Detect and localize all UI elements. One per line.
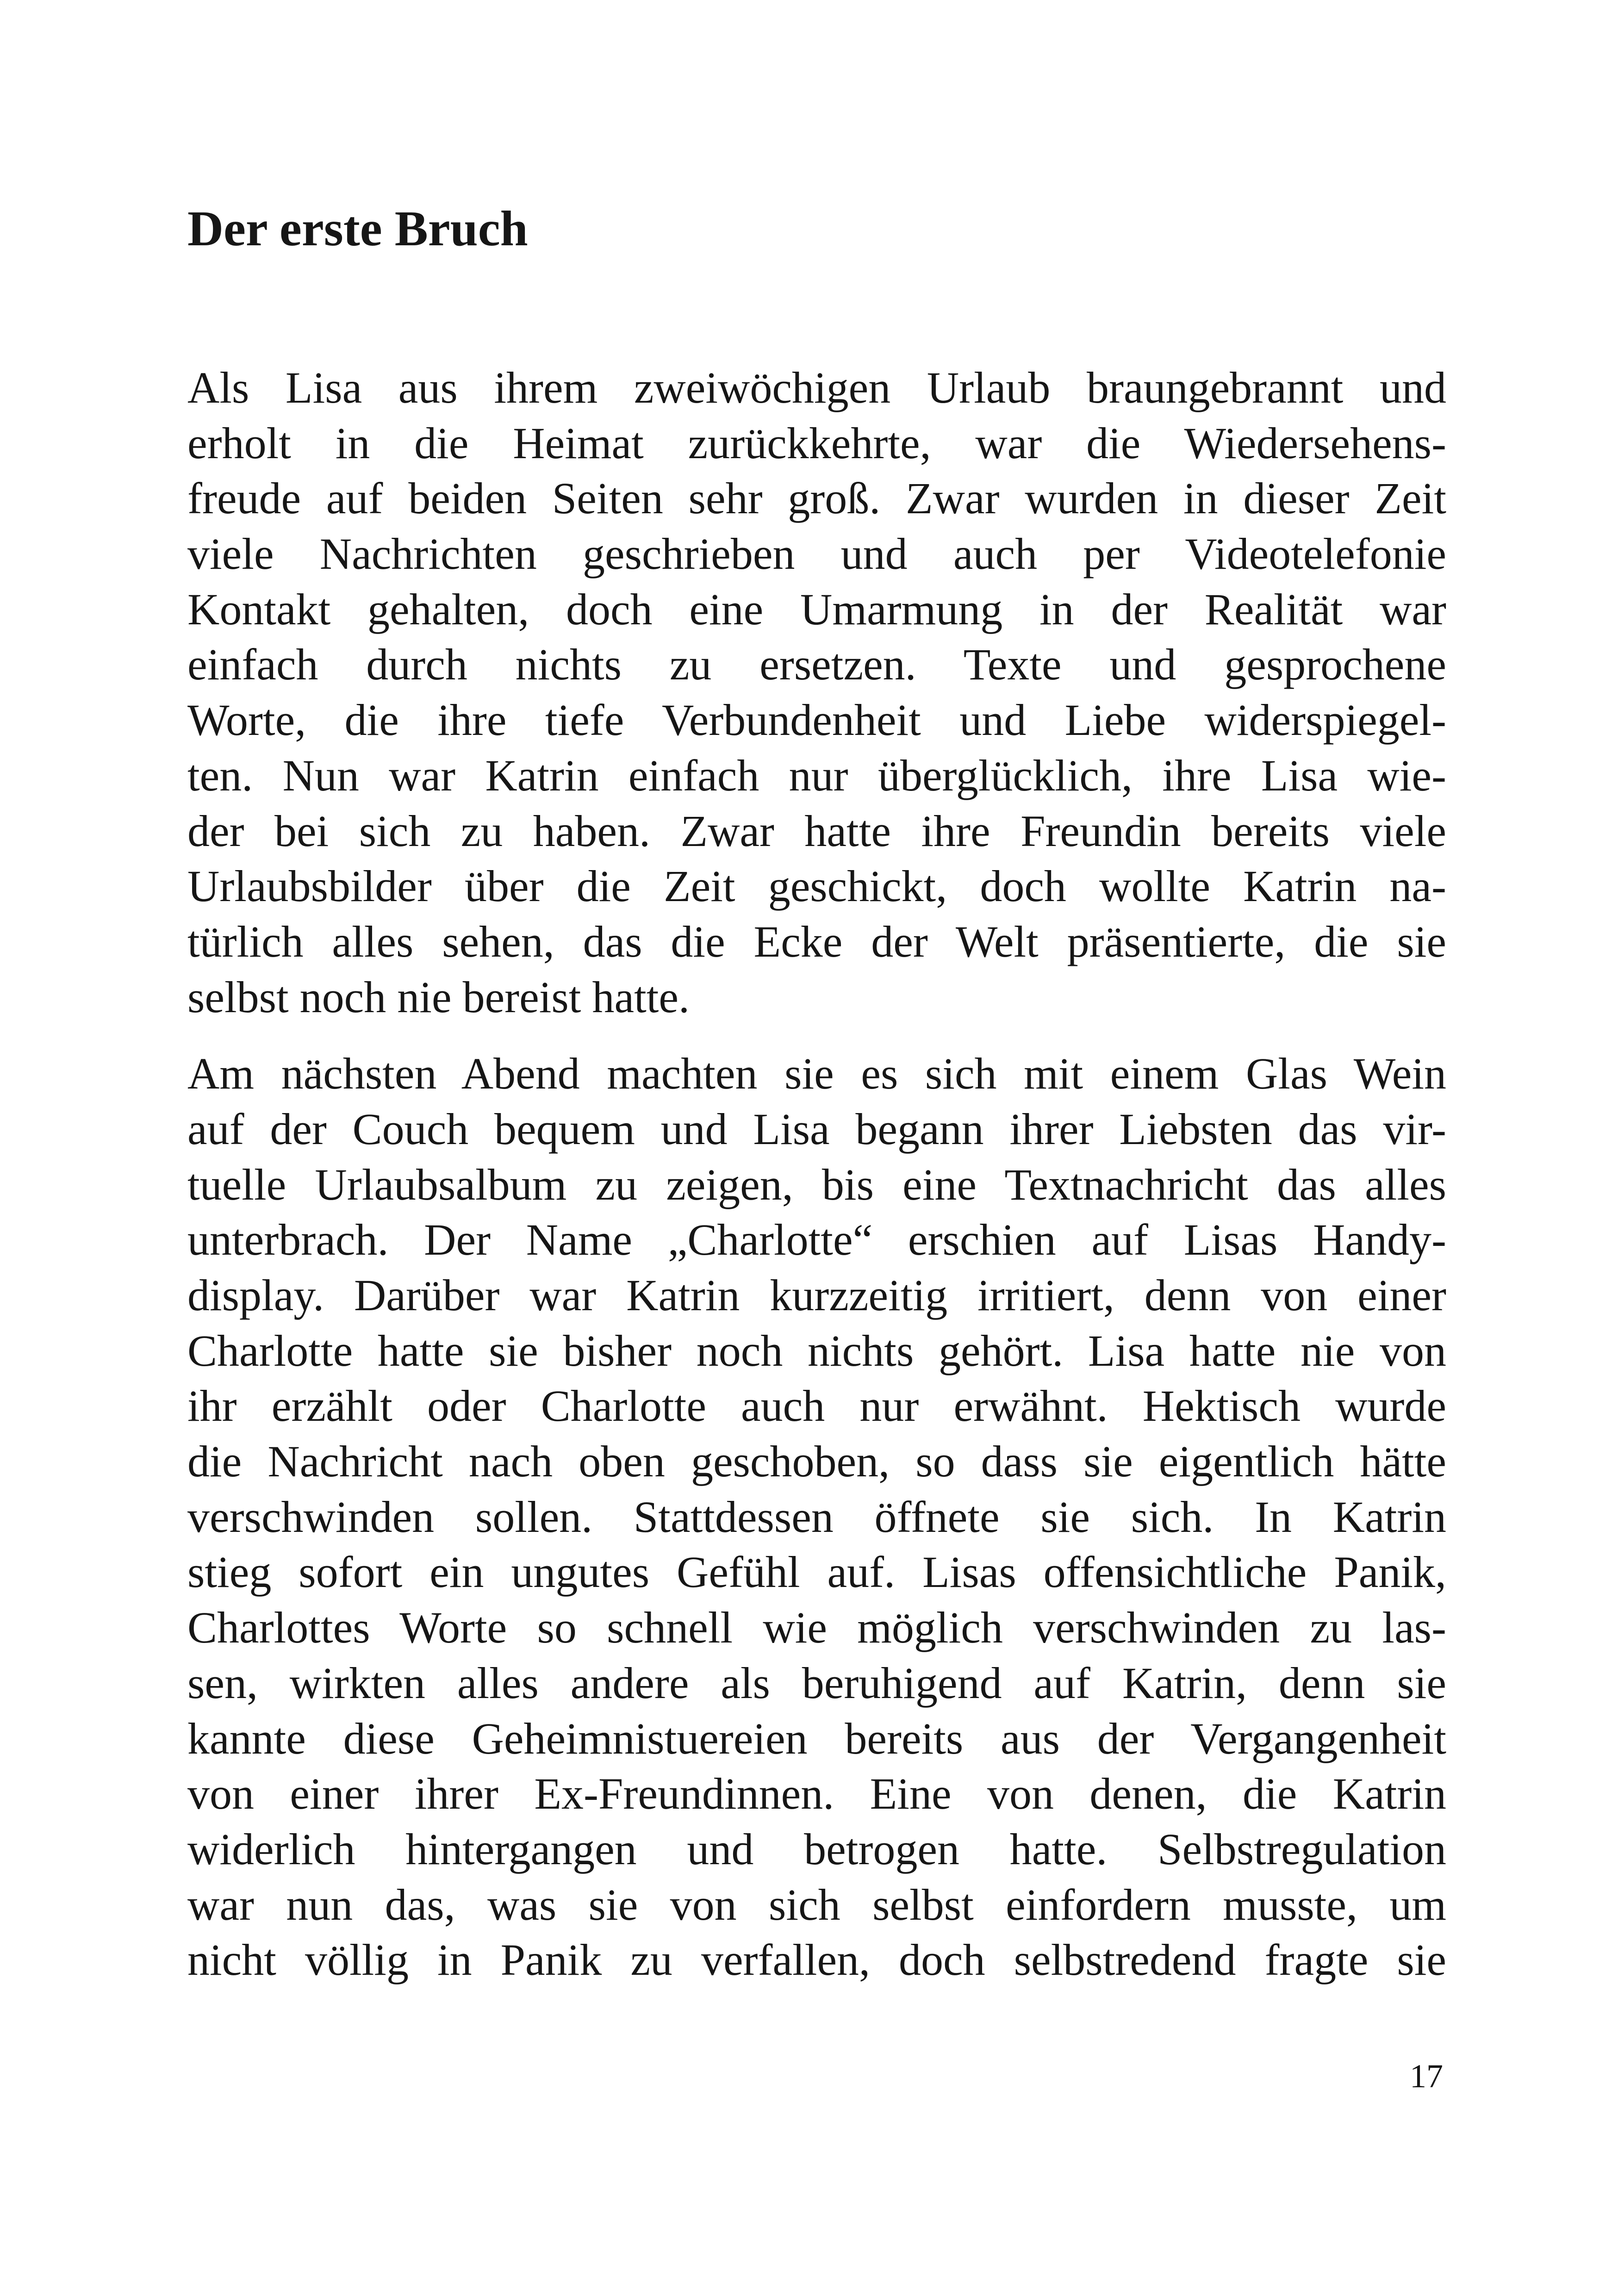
text-line: Urlaubsbilder über die Zeit geschickt, doch wollte Katrin na- <box>187 861 1446 911</box>
text-line: ten. Nun war Katrin einfach nur überglücklich, ihre Lisa wie- <box>187 750 1446 800</box>
text-line: viele Nachrichten geschrieben und auch per Videotelefonie <box>187 529 1446 579</box>
text-line: nicht völlig in Panik zu verfallen, doch selbstredend fragte sie <box>187 1935 1446 1985</box>
text-line: die Nachricht nach oben geschoben, so dass sie eigentlich hätte <box>187 1437 1446 1487</box>
text-line: Kontakt gehalten, doch eine Umarmung in der Realität war <box>187 584 1446 634</box>
text-line: tuelle Urlaubsalbum zu zeigen, bis eine Textnachricht das alles <box>187 1159 1446 1209</box>
text-line: Als Lisa aus ihrem zweiwöchigen Urlaub braungebrannt und <box>187 363 1446 412</box>
text-line: ihr erzählt oder Charlotte auch nur erwähnt. Hektisch wurde <box>187 1381 1446 1431</box>
text-line: widerlich hintergangen und betrogen hatte. Selbstregulation <box>187 1824 1446 1874</box>
text-line: erholt in die Heimat zurückkehrte, war die Wiedersehens- <box>187 418 1446 468</box>
text-line: Charlottes Worte so schnell wie möglich verschwinden zu las- <box>187 1603 1446 1653</box>
text-line: Worte, die ihre tiefe Verbundenheit und Liebe widerspiegel- <box>187 695 1446 745</box>
text-line: freude auf beiden Seiten sehr groß. Zwar wurden in dieser Zeit <box>187 473 1446 523</box>
text-line: selbst noch nie bereist hatte. <box>187 972 690 1022</box>
text-line: display. Darüber war Katrin kurzzeitig irritiert, denn von einer <box>187 1270 1446 1320</box>
paragraph-2 <box>187 1046 1446 1988</box>
text-line: stieg sofort ein ungutes Gefühl auf. Lisas offensichtliche Panik, <box>187 1547 1446 1597</box>
paragraph-1 <box>187 360 1446 1025</box>
text-line: war nun das, was sie von sich selbst einfordern musste, um <box>187 1879 1446 1929</box>
text-line: einfach durch nichts zu ersetzen. Texte und gesprochene <box>187 640 1446 690</box>
text-line: türlich alles sehen, das die Ecke der Welt präsentierte, die sie <box>187 916 1446 966</box>
text-line: Am nächsten Abend machten sie es sich mit einem Glas Wein <box>187 1049 1446 1099</box>
text-line: auf der Couch bequem und Lisa begann ihrer Liebsten das vir- <box>187 1104 1446 1154</box>
body-text <box>187 360 1446 2009</box>
page-number: 17 <box>1410 2058 1443 2095</box>
text-line: von einer ihrer Ex-Freundinnen. Eine von denen, die Katrin <box>187 1769 1446 1819</box>
text-line: verschwinden sollen. Stattdessen öffnete sie sich. In Katrin <box>187 1492 1446 1542</box>
text-line: Charlotte hatte sie bisher noch nichts gehört. Lisa hatte nie von <box>187 1325 1446 1375</box>
text-line: der bei sich zu haben. Zwar hatte ihre Freundin bereits viele <box>187 806 1446 856</box>
text-line: unterbrach. Der Name „Charlotte“ erschien auf Lisas Handy- <box>187 1215 1446 1265</box>
text-line: kannte diese Geheimnistuereien bereits aus der Vergangenheit <box>187 1713 1446 1763</box>
chapter-title: Der erste Bruch <box>187 201 528 256</box>
text-line: sen, wirkten alles andere als beruhigend auf Katrin, denn sie <box>187 1658 1446 1708</box>
